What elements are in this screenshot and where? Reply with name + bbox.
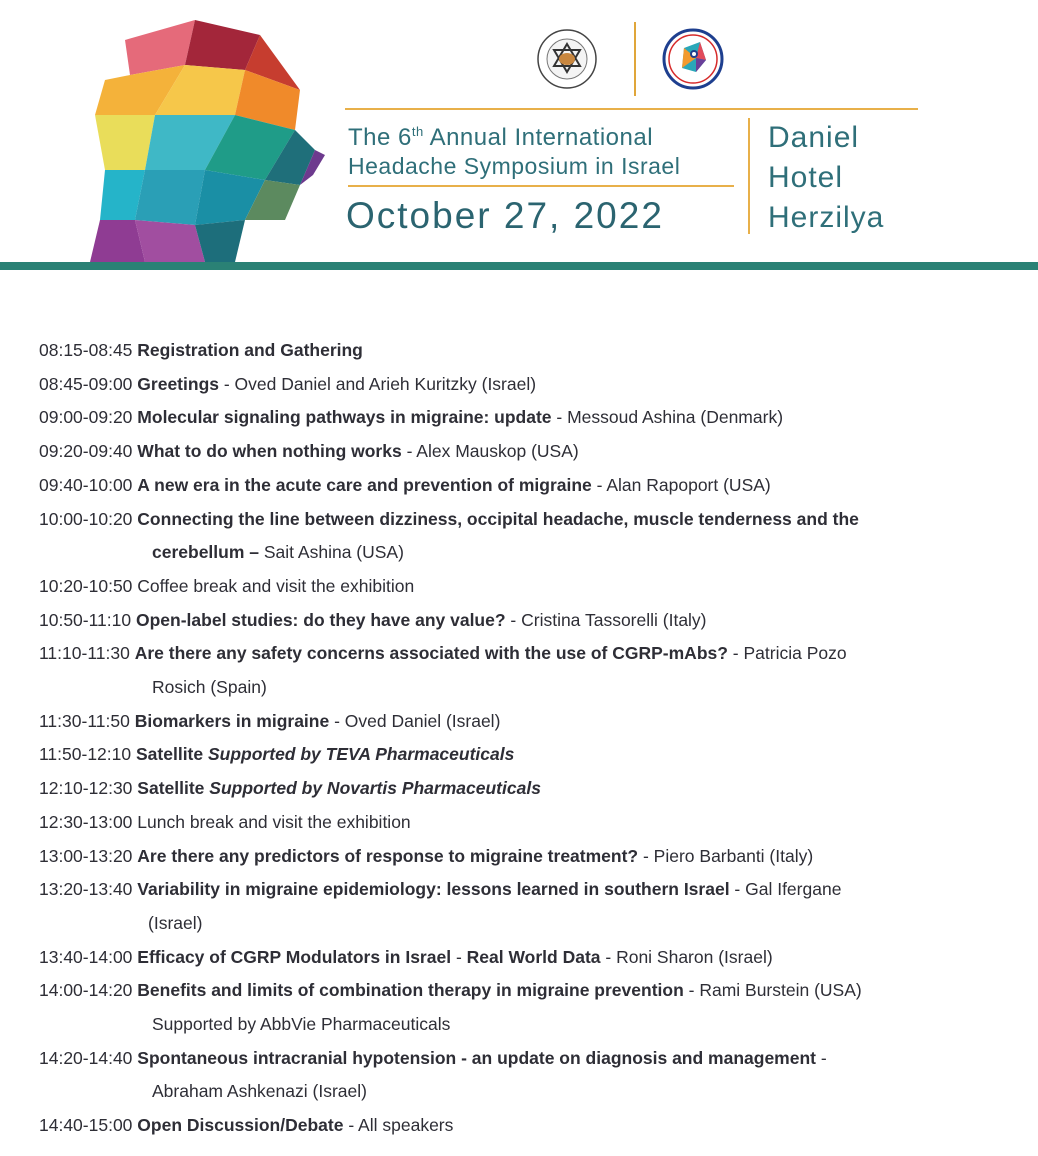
agenda-item: 10:00-10:20 Connecting the line between dizziness, occipital headache, muscle tenderness and the bbox=[39, 508, 859, 529]
agenda-item-continuation: Abraham Ashkenazi (Israel) bbox=[152, 1081, 367, 1102]
agenda-item: 10:50-11:10 Open-label studies: do they have any value? - Cristina Tassorelli (Italy) bbox=[39, 609, 707, 630]
agenda-item: 14:00-14:20 Benefits and limits of combination therapy in migraine prevention - Rami Burstein (USA) bbox=[39, 980, 862, 1001]
agenda-item-continuation: cerebellum – Sait Ashina (USA) bbox=[152, 542, 404, 563]
head-mosaic-illustration bbox=[85, 20, 325, 262]
agenda-item: 09:00-09:20 Molecular signaling pathways in migraine: update - Messoud Ashina (Denmark) bbox=[39, 407, 784, 428]
agenda-item: 10:20-10:50 Coffee break and visit the exhibition bbox=[39, 575, 415, 596]
title-line-1: The 6th Annual International bbox=[348, 124, 654, 151]
agenda-item: 08:15-08:45 Registration and Gathering bbox=[39, 340, 363, 360]
agenda-item: 12:10-12:30 Satellite Supported by Novartis Pharmaceuticals bbox=[39, 778, 541, 799]
agenda-item: 11:10-11:30 Are there any safety concerns associated with the use of CGRP-mAbs? - Patricia Pozo bbox=[39, 643, 847, 664]
agenda-item: 14:20-14:40 Spontaneous intracranial hypotension - an update on diagnosis and management - bbox=[39, 1047, 827, 1068]
venue-line: Herzilya bbox=[768, 201, 885, 234]
event-date: October 27, 2022 bbox=[346, 195, 664, 236]
agenda-item: 11:30-11:50 Biomarkers in migraine - Oved Daniel (Israel) bbox=[39, 710, 501, 731]
headache-society-logo bbox=[662, 28, 724, 90]
teal-bar bbox=[0, 262, 1038, 270]
symposium-title bbox=[348, 118, 740, 180]
vertical-divider bbox=[748, 118, 750, 234]
agenda-item: 09:40-10:00 A new era in the acute care and prevention of migraine - Alan Rapoport (USA) bbox=[39, 474, 771, 495]
title-line-2: Headache Symposium in Israel bbox=[348, 153, 681, 179]
agenda-item: 14:40-15:00 Open Discussion/Debate - All speakers bbox=[39, 1115, 454, 1136]
venue-line: Daniel bbox=[768, 121, 860, 154]
agenda-list bbox=[39, 334, 999, 1143]
agenda-item-continuation: (Israel) bbox=[148, 912, 203, 933]
header-banner bbox=[0, 0, 1038, 272]
venue-line: Hotel bbox=[768, 161, 844, 194]
gold-rule-middle bbox=[348, 185, 734, 187]
agenda-item: 11:50-12:10 Satellite Supported by TEVA Pharmaceuticals bbox=[39, 744, 515, 765]
agenda-item: 13:00-13:20 Are there any predictors of response to migraine treatment? - Piero Barbanti (Italy) bbox=[39, 845, 814, 866]
agenda-item: 09:20-09:40 What to do when nothing works - Alex Mauskop (USA) bbox=[39, 441, 579, 462]
neurological-association-logo bbox=[536, 28, 598, 90]
logos-area bbox=[530, 22, 740, 98]
agenda-item: 12:30-13:00 Lunch break and visit the exhibition bbox=[39, 811, 411, 832]
agenda-item-continuation: Supported by AbbVie Pharmaceuticals bbox=[152, 1014, 451, 1035]
agenda-item-continuation: Rosich (Spain) bbox=[152, 677, 267, 698]
gold-rule-top bbox=[345, 108, 918, 110]
logo-divider bbox=[634, 22, 636, 96]
agenda-item: 08:45-09:00 Greetings - Oved Daniel and Arieh Kuritzky (Israel) bbox=[39, 373, 537, 394]
venue-block bbox=[768, 118, 884, 238]
agenda-item: 13:40-14:00 Efficacy of CGRP Modulators in Israel - Real World Data - Roni Sharon (Israel) bbox=[39, 946, 773, 967]
agenda-item: 13:20-13:40 Variability in migraine epidemiology: lessons learned in southern Israel - Gal Ifergane bbox=[39, 879, 842, 900]
